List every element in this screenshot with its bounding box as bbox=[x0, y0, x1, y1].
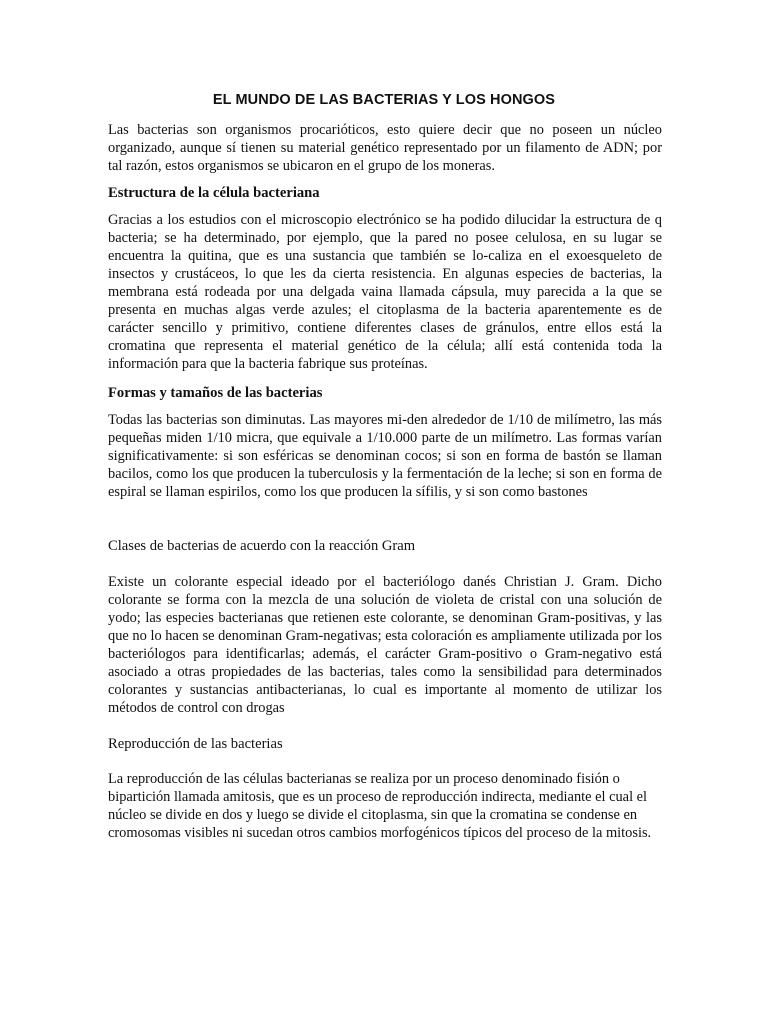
section-heading-estructura: Estructura de la célula bacteriana bbox=[108, 185, 320, 201]
section-body-formas: Todas las bacterias son diminutas. Las mayores mi-den alrededor de 1/10 de milímetro, las más pequeñas miden 1/10 micra, que equivale a 1/10.000 parte de un milímetro. Las formas varían significativamente: si son esféricas se denominan cocos; si son en forma de bastón se llaman bacilos, como los que producen la tuberculosis y la fermentación de la leche; si son en forma de espiral se llaman espirilos, como los que producen la sífilis, y si son como bastones bbox=[108, 412, 662, 500]
intro-paragraph: Las bacterias son organismos procarióticos, esto quiere decir que no poseen un núcleo organizado, aunque sí tienen su material genético representado por un filamento de ADN; por tal razón, estos organismos se ubicaron en el grupo de los moneras. bbox=[108, 122, 662, 174]
section-heading-formas: Formas y tamaños de las bacterias bbox=[108, 385, 323, 401]
section-heading-gram: Clases de bacterias de acuerdo con la reacción Gram bbox=[108, 538, 416, 554]
section-heading-reproduccion: Reproducción de las bacterias bbox=[108, 736, 283, 752]
page-title: EL MUNDO DE LAS BACTERIAS Y LOS HONGOS bbox=[212, 92, 556, 108]
section-body-gram: Existe un colorante especial ideado por el bacteriólogo danés Christian J. Gram. Dicho colorante se forma con la mezcla de una solución de violeta de cristal con una solución de yodo; las especies bacterianas que retienen este colorante, se denominan Gram-positivas, y las que no lo hacen se denominan Gram-negativas; esta coloración es ampliamente utilizada por los bacteriólogos para identificarlas; además, el carácter Gram-positivo o Gram-negativo está asociado a otras propiedades de las bacterias, tales como la sensibilidad para determinados colorantes y sustancias antibacterianas, lo cual es importante al momento de utilizar los métodos de control con drogas bbox=[108, 574, 662, 716]
section-body-estructura: Gracias a los estudios con el microscopio electrónico se ha podido dilucidar la estructura de q bacteria; se ha determinado, por ejemplo, que la pared no posee celulosa, en su lugar se encuentra la quitina, que es una sustancia que también se lo-caliza en el exoesqueleto de insectos y crustáceos, lo que les da cierta resistencia. En algunas especies de bacterias, la membrana está rodeada por una delgada vaina llamada cápsula, muy parecida a la que se presenta en muchas algas verde azules; el citoplasma de la bacteria aparentemente es de carácter sencillo y primitivo, contiene diferentes clases de gránulos, entre ellos está la cromatina que representa el material genético de la célula; allí está contenida toda la información para que la bacteria fabrique sus proteínas. bbox=[108, 212, 662, 372]
section-body-reproduccion: La reproducción de las células bacterianas se realiza por un proceso denominado fisión o bipartición llamada amitosis, que es un proceso de reproducción indirecta, mediante el cual el núcleo se divide en dos y luego se divide el citoplasma, sin que la cromatina se condense en cromosomas visibles ni sucedan otros cambios morfogénicos típicos del proceso de la mitosis. bbox=[108, 771, 652, 841]
